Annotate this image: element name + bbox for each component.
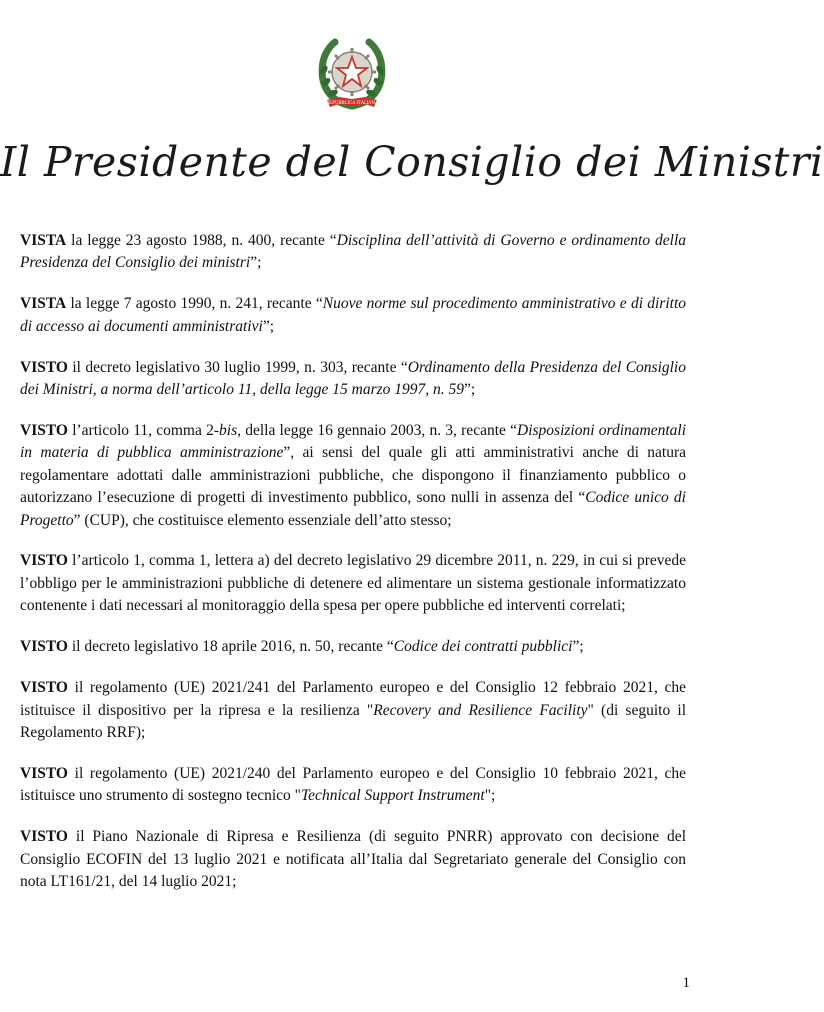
recital-italic-text: Nuove norme sul procedimento amministrativo e di diritto di accesso ai documenti amministrativi (20, 295, 687, 335)
recital-keyword: VISTA (20, 295, 67, 313)
recital-text: il Piano Nazionale di Ripresa e Resilienza (di seguito PNRR) approvato con decisione del Consiglio ECOFIN del 13 luglio 2021 e notificata all’Italia dal Segretariato generale del Consiglio con nota LT161/21, del 14 luglio 2021; (20, 828, 686, 890)
recital-paragraph (20, 357, 686, 402)
recital-italic-text: Codice unico di Progetto (20, 489, 686, 529)
recital-text: , della legge 16 gennaio 2003, n. 3, recante “ (237, 421, 517, 439)
recital-keyword: VISTA (20, 232, 67, 249)
recital-keyword: VISTO (20, 552, 68, 570)
recital-text: la legge 23 agosto 1988, n. 400, recante “ (66, 232, 337, 249)
recital-keyword: VISTO (20, 421, 68, 439)
recital-paragraph (20, 826, 686, 893)
recital-keyword: VISTO (20, 358, 68, 376)
recital-text: l’articolo 1, comma 1, lettera a) del decreto legislativo 29 dicembre 2011, n. 229, in cui si prevede l’obbligo per le amministrazioni pubbliche di detenere ed alimentare un sistema gestionale informatizzato contenente i dati necessari al monitoraggio della spesa per opere pubbliche ed interventi correlati; (20, 552, 686, 615)
recital-italic-text: Disciplina dell’attività di Governo e ordinamento della Presidenza del Consiglio dei ministri (20, 232, 686, 272)
recital-text: il regolamento (UE) 2021/240 del Parlamento europeo e del Consiglio 10 febbraio 2021, che istituisce uno strumento di sostegno tecnico " (20, 764, 686, 805)
recital-text: ”; (572, 638, 584, 656)
recital-keyword: VISTO (20, 679, 68, 697)
recital-paragraph (20, 420, 686, 532)
recital-text: ”; (464, 381, 476, 399)
emblem-ribbon-text: REPUBBLICA ITALIANA (325, 100, 379, 105)
recital-text: ” (CUP), che costituisce elemento essenziale dell’atto stesso; (73, 511, 452, 529)
recital-keyword: VISTO (20, 638, 68, 656)
recital-italic-text: Disposizioni ordinamentali in materia di pubblica amministrazione (20, 421, 686, 462)
recital-text: la legge 7 agosto 1990, n. 241, recante “ (66, 295, 323, 313)
recital-text: ”, ai sensi del quale gli atti amministrativi anche di natura regolamentare adottati dalle amministrazioni pubbliche, che dispongono il finanziamento pubblico o autorizzano l’esecuzione di progetti di investimento pubblico, sono nulli in assenza del “ (20, 444, 686, 507)
recital-paragraph (20, 293, 686, 338)
recital-italic-text: Codice dei contratti pubblici (393, 638, 573, 656)
document-body (20, 230, 686, 912)
recital-keyword: VISTO (20, 828, 68, 846)
recital-italic-text: bis (219, 421, 238, 439)
recital-italic-text: Recovery and Resilience Facility (373, 701, 588, 719)
recital-text: il decreto legislativo 18 aprile 2016, n. 50, recante “ (67, 638, 394, 656)
document-header-title: Il Presidente del Consiglio dei Ministri (0, 138, 824, 186)
recital-text: il decreto legislativo 30 luglio 1999, n. 303, recante “ (67, 358, 408, 376)
recital-paragraph (20, 677, 686, 744)
recital-keyword: VISTO (20, 764, 68, 782)
italian-republic-emblem-icon (313, 36, 391, 114)
recital-paragraph (20, 763, 686, 808)
recital-italic-text: Ordinamento della Presidenza del Consiglio dei Ministri, a norma dell’articolo 11, della legge 15 marzo 1997, n. 59 (20, 358, 686, 399)
recital-text: l’articolo 11, comma 2- (67, 421, 220, 439)
recital-text: il regolamento (UE) 2021/241 del Parlamento europeo e del Consiglio 12 febbraio 2021, che istituisce il dispositivo per la ripresa e la resilienza " (20, 679, 686, 719)
recital-italic-text: Technical Support Instrument (300, 787, 485, 805)
page-number: 1 (682, 975, 690, 991)
recital-paragraph (20, 550, 686, 617)
recital-paragraph (20, 230, 686, 275)
recital-text: ”; (250, 254, 262, 272)
recital-paragraph (20, 636, 686, 658)
recital-text: ”; (262, 317, 274, 335)
recital-text: "; (484, 787, 496, 805)
recital-text: " (di seguito il Regolamento RRF); (20, 701, 686, 741)
